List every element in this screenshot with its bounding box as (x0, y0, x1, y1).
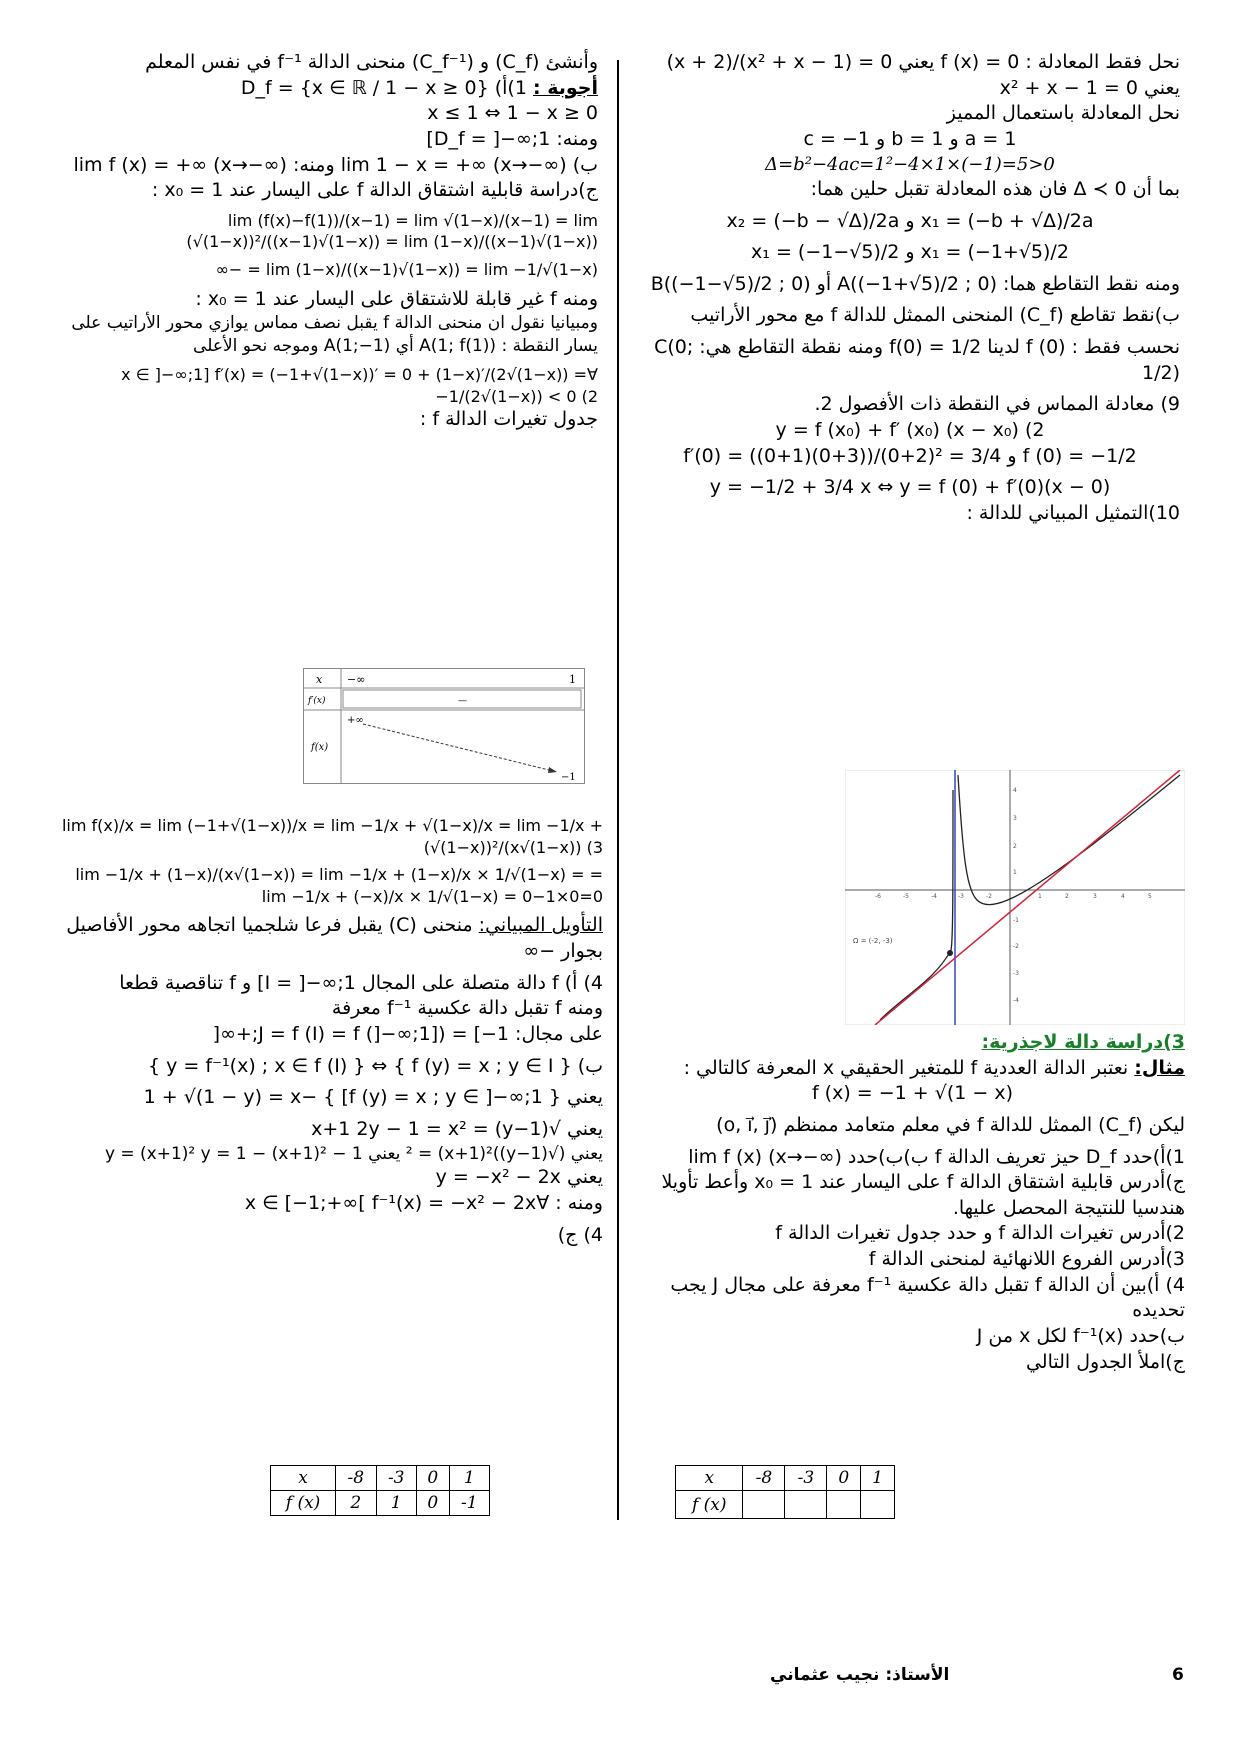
left-line-19: ب) { f (y) = x ; y ∈ I } ⇔ { y = f⁻¹(x) ; x ∈ f (I) } (147, 1054, 603, 1077)
left-line-17: ومنه f تقبل دالة عكسية f⁻¹ معرفة (331, 997, 603, 1020)
table-row-f (271, 1491, 490, 1516)
interpretation-label: التأويل المبياني: (478, 914, 603, 937)
table-cell (827, 1491, 861, 1519)
svg-text:-6: -6 (875, 893, 881, 900)
table-cell (861, 1491, 895, 1519)
right-line-15: y = −1/2 + 3/4 x ⇔ y = f (0) + f′(0)(x − 0) (709, 476, 1111, 499)
right-column (640, 50, 1180, 527)
question-2: 2)أدرس تغيرات الدالة f و حدد جدول تغيرات الدالة f (775, 1222, 1185, 1245)
right-line-4: a = 1 و b = 1 و c = −1 (803, 127, 1017, 150)
vt-top-value: +∞ (347, 715, 364, 726)
svg-text:-2: -2 (1013, 943, 1019, 950)
table-cell (785, 1491, 827, 1519)
table-cell: 0 (416, 1466, 449, 1491)
svg-text:1: 1 (1038, 893, 1042, 900)
right-line-9: ومنه نقط التقاطع هما: A((−1+√5)/2 ; 0) أو B((−1−√5)/2 ; 0) (650, 272, 1180, 295)
svg-text:-1: -1 (1013, 917, 1019, 924)
svg-text:4: 4 (1013, 787, 1017, 794)
table-cell: 2 (336, 1491, 376, 1516)
left-line-20: يعني { f (y) = x ; y ∈ ]−∞;1] } −1 + √(1 − y) = x (143, 1086, 603, 1109)
svg-text:-3: -3 (1013, 970, 1019, 977)
svg-text:3: 3 (1093, 893, 1097, 900)
example-label: مثال: (1134, 1056, 1185, 1079)
left-line-22: يعني (√(1−y))² = (x+1)² يعني 1 − y = (x+1)² y = 1 − (x+1)² (104, 1143, 603, 1164)
right-line-8: x₁ = (−1+√5)/2 و x₁ = (−1−√5)/2 (751, 241, 1069, 264)
left-column (58, 50, 598, 433)
right-line-14: f (0) = −1/2 و f′(0) = ((0+1)(0+3))/(0+2)² = 3/4 (683, 444, 1137, 467)
example-line (640, 1056, 1185, 1082)
right-line-3: نحل المعادلة باستعمال المميز (946, 102, 1180, 125)
page-number: 6 (1172, 1665, 1184, 1685)
vt-f-label: f(x) (311, 742, 329, 753)
left-line-24: ومنه : ∀x ∈ [−1;+∞[ f⁻¹(x) = −x² − 2x (244, 1192, 603, 1215)
right-line-13: y = f (x₀) + f′ (x₀) (x − x₀) (2 (775, 418, 1045, 441)
right-line-5: Δ=b²−4ac=1²−4×1×(−1)=5>0 (765, 153, 1055, 175)
right-line-12: 9) معادلة المماس في النقطة ذات الأفصول 2. (814, 393, 1180, 416)
left-line-10: ومبيانيا نقول ان منحنى الدالة f يقبل نصف مماس يوازي محور الأراتيب على يسار النقطة : A(1; f(1)) أي A(1;−1) وموجه نحو الأعلى (71, 313, 598, 357)
svg-text:-3: -3 (958, 893, 964, 900)
question-4c: ج)املأ الجدول التالي (1025, 1350, 1185, 1373)
left-line-5: ب) lim 1 − x = +∞ (x→−∞) ومنه: lim f (x) = +∞ (x→−∞) (73, 153, 598, 176)
vt-x-max: 1 (569, 673, 576, 686)
left-line-13: lim f(x)/x = lim (−1+√(1−x))/x = lim −1/x + √(1−x)/x = lim −1/x + (√(1−x))²/(x√(1−x)) (3 (61, 816, 603, 857)
table-row-x (271, 1466, 490, 1491)
author-credit: الأستاذ: نجيب عثماني (770, 1665, 950, 1685)
right-column-lower (640, 1030, 1185, 1375)
table-cell: f (x) (676, 1491, 743, 1519)
table-cell: 1 (376, 1491, 416, 1516)
function-graph (845, 770, 1185, 1025)
svg-text:2: 2 (1065, 893, 1069, 900)
right-line-2: يعني 0 = x² + x − 1 (999, 76, 1180, 99)
omega-label: Ω = (-2, -3) (853, 937, 893, 945)
right-line-1: نحل فقط المعادلة : 0 = f (x) يعني 0 = (x² + x − 1)/(x + 2) (666, 51, 1180, 73)
table-cell: x (676, 1466, 743, 1491)
vt-x-label: x (316, 673, 323, 686)
svg-text:4: 4 (1121, 893, 1125, 900)
right-line-7: x₁ = (−b + √Δ)/2a و x₂ = (−b − √Δ)/2a (726, 209, 1094, 232)
left-line-12: جدول تغيرات الدالة f : (419, 408, 598, 431)
table-cell: x (271, 1466, 336, 1491)
table-cell: -3 (785, 1466, 827, 1491)
svg-text:-4: -4 (1013, 997, 1019, 1004)
svg-text:1: 1 (1013, 869, 1017, 876)
table-cell: 1 (449, 1466, 489, 1491)
left-line-25: 4) ج) (557, 1223, 603, 1246)
left-line-14: = lim −1/x + (1−x)/(x√(1−x)) = lim −1/x + (1−x)/x × 1/√(1−x) = lim −1/x + (−x)/x × 1/√(1−x) = 0−1×0=0 (75, 865, 603, 906)
left-line-2-text: 1)أ) D_f = {x ∈ ℝ / 1 − x ≥ 0} (240, 76, 527, 99)
left-line-23: يعني y = −x² − 2x (435, 1166, 603, 1189)
vt-frame (304, 669, 585, 784)
omega-point (947, 950, 953, 956)
left-line-8: lim (1−x)/((x−1)√(1−x)) = lim −1/√(1−x) = −∞ (215, 260, 598, 280)
example-text: نعتبر الدالة العددية f للمتغير الحقيقي x المعرفة كالتالي : (683, 1056, 1129, 1079)
left-line-15 (58, 913, 603, 964)
right-line-11: نحسب فقط : f (0) لدينا f(0) = 1/2 ومنه نقطة التقاطع هي: C(0; 1/2) (654, 336, 1180, 384)
answers-label: أجوبة : (533, 76, 598, 99)
left-line-11: ∀x ∈ ]−∞;1] f′(x) = (−1+√(1−x))′ = 0 + (1−x)′/(2√(1−x)) = −1/(2√(1−x)) < 0 (2 (121, 365, 598, 406)
table-cell: 0 (416, 1491, 449, 1516)
variation-table (303, 668, 585, 784)
table-cell: -3 (376, 1466, 416, 1491)
svg-text:-4: -4 (931, 893, 937, 900)
left-line-16: 4) أ) f دالة متصلة على المجال I = ]−∞;1] و f تناقصية قطعا (119, 971, 603, 994)
left-line-18: على مجال: J = f (I) = f (]−∞;1]) = [−1;+∞[ (212, 1022, 603, 1045)
left-values-table (270, 1465, 490, 1516)
right-line-16: 10)التمثيل المبياني للدالة : (966, 501, 1180, 524)
left-line-6: ج)دراسة قابلية اشتقاق الدالة f على اليسار عند x₀ = 1 : (151, 179, 598, 202)
left-line-7: lim (f(x)−f(1))/(x−1) = lim √(1−x)/(x−1) = lim (√(1−x))²/((x−1)√(1−x)) = lim (1−x)/((x−1)√(1−x)) (186, 210, 598, 252)
left-line-3: x ≤ 1 ⇔ 1 − x ≥ 0 (427, 102, 598, 125)
table-cell: f (x) (271, 1491, 336, 1516)
vt-fprime-label: f′(x) (308, 696, 326, 706)
column-divider (617, 60, 619, 1520)
left-line-21: يعني √(1−y) = x+1 2y − 1 = x² (311, 1117, 603, 1140)
question-1: 1)أ)حدد D_f حيز تعريف الدالة f ب)ب)حدد lim f (x) (x→−∞) (688, 1145, 1185, 1168)
question-3: 3)أدرس الفروع اللانهائية لمنحنى الدالة f (868, 1248, 1185, 1271)
vt-x-min: −∞ (347, 673, 366, 686)
table-cell: -8 (336, 1466, 376, 1491)
table-cell (743, 1491, 785, 1519)
left-line-2 (58, 76, 598, 102)
table-cell: 0 (827, 1466, 861, 1491)
left-line-4: ومنه: D_f = ]−∞;1] (426, 127, 598, 150)
left-line-9: ومنه f غير قابلة للاشتقاق على اليسار عند x₀ = 1 : (195, 287, 598, 310)
vt-bottom-value: −1 (561, 772, 576, 783)
svg-text:-2: -2 (986, 893, 992, 900)
section-title-text: 3)دراسة دالة لاجذرية: (981, 1031, 1185, 1053)
right-line-10: ب)نقط تقاطع (C_f) المنحنى الممثل للدالة f مع محور الأراتيب (690, 304, 1180, 327)
example-reference: ليكن (C_f) الممثل للدالة f في معلم متعامد ممنظم (o, i⃗, j⃗) (716, 1113, 1185, 1136)
svg-text:5: 5 (1148, 893, 1152, 900)
table-cell: 1 (861, 1466, 895, 1491)
right-values-table (675, 1465, 895, 1519)
table-row-x (676, 1466, 895, 1491)
svg-text:-5: -5 (903, 893, 909, 900)
example-function: f (x) = −1 + √(1 − x) (811, 1082, 1014, 1105)
left-line-1: وأنشئ (C_f) و (C_f⁻¹) منحنى الدالة f⁻¹ في نفس المعلم (145, 51, 598, 73)
right-line-6: بما أن 0 ≻ Δ فان هذه المعادلة تقبل حلين هما: (810, 177, 1180, 200)
left-column-lower (58, 815, 603, 1248)
interpretation-text: منحنى (C) يقبل فرعا شلجميا اتجاهه محور الأفاصيل بجوار −∞ (66, 914, 603, 963)
question-1c: ج)أدرس قابلية اشتقاق الدالة f على اليسار عند x₀ = 1 وأعط تأويلا هندسيا للنتيجة المحصل عليها. (661, 1171, 1185, 1219)
svg-text:2: 2 (1013, 843, 1017, 850)
vt-sign: — (458, 696, 467, 706)
table-row-f (676, 1491, 895, 1519)
question-4b: ب)حدد f⁻¹(x) لكل x من J (976, 1325, 1185, 1348)
table-cell: -1 (449, 1491, 489, 1516)
question-4: 4) أ)بين أن الدالة f تقبل دالة عكسية f⁻¹ معرفة على مجال J يجب تحديده (670, 1273, 1185, 1322)
svg-text:3: 3 (1013, 815, 1017, 822)
table-cell: -8 (743, 1466, 785, 1491)
section-title (640, 1030, 1185, 1056)
